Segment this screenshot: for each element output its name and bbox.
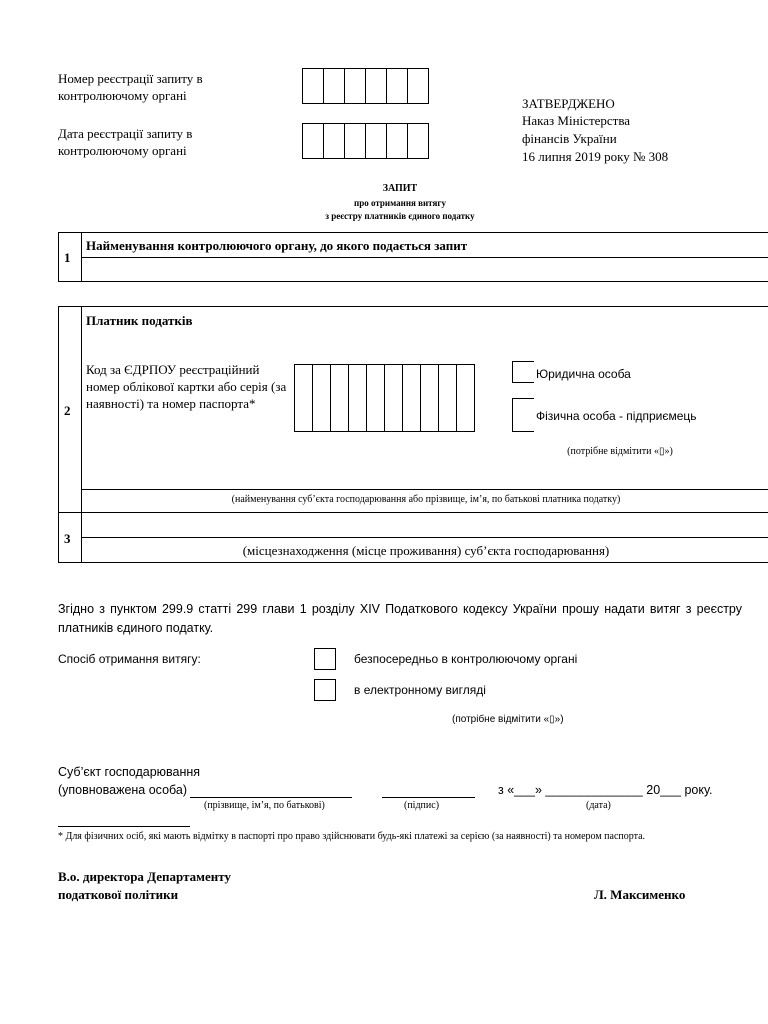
mark-note: (потрібне відмітити «▯») [567,446,673,457]
approved-title: ЗАТВЕРДЖЕНО [522,96,615,111]
legal-entity-label: Юридична особа [536,367,631,381]
registration-date-boxes[interactable] [302,123,428,159]
signature-name-caption: (прізвище, ім’я, по батькові) [204,800,325,811]
taxpayer-code-boxes[interactable] [294,364,474,432]
control-authority-field[interactable] [82,258,768,281]
electronic-label: в електронному вигляді [354,683,486,697]
section1-title: Найменування контролюючого органу, до якого подається запит [86,238,468,253]
legal-entity-checkbox[interactable] [512,361,534,383]
in-person-label: безпосередньо в контролюючому органі [354,652,578,666]
footnote: * Для фізичних осіб, які мають відмітку в паспорті про право здійснювати будь-які платежі за серією (за наявності) та номером паспорта. [58,831,646,842]
electronic-checkbox[interactable] [314,679,336,701]
individual-checkbox[interactable] [512,398,534,432]
signature-line2: (уповноважена особа) [58,783,188,797]
in-person-checkbox[interactable] [314,648,336,670]
method-label: Спосіб отримання витягу: [58,652,201,666]
signature-date-caption: (дата) [586,800,611,811]
signature-name-line[interactable] [190,797,352,798]
request-text: Згідно з пунктом 299.9 статті 299 глави 1 розділу XIV Податкового кодексу України прошу надати витяг з реєстру платників єдиного податку. [58,602,742,635]
approved-line3: 16 липня 2019 року № 308 [522,149,669,164]
footer-position-line2: податкової політики [58,887,179,902]
registration-number-label: Номер реєстрації запиту в контролюючому органі [58,71,203,103]
footer-signatory-name: Л. Максименко [594,887,686,902]
signature-sign-line[interactable] [382,797,475,798]
registration-date-label: Дата реєстрації запиту в контролюючому органі [58,126,193,158]
section3-number: 3 [64,531,71,546]
section1-number: 1 [64,250,71,265]
location-field[interactable] [82,513,768,536]
heading-sub1: про отримання витягу [354,198,446,208]
code-label: Код за ЄДРПОУ реєстраційний номер облікової картки або серія (за наявності) та номер паспорта* [86,362,287,411]
signature-sign-caption: (підпис) [404,800,440,811]
heading-sub2: з реєстру платників єдиного податку [325,211,475,221]
method-mark-note: (потрібне відмітити «▯») [452,714,564,725]
signature-line1: Суб’єкт господарювання [58,765,201,779]
footnote-rule [58,826,190,827]
section2-title: Платник податків [86,313,193,328]
individual-label: Фізична особа - підприємець [536,409,697,423]
location-caption: (місцезнаходження (місце проживання) суб’єкта господарювання) [242,543,610,558]
name-caption: (найменування суб’єкта господарювання або прізвище, ім’я, по батькові платника податку) [231,494,621,505]
footer-position-line1: В.о. директора Департаменту [58,869,231,884]
registration-number-boxes[interactable] [302,68,428,104]
approved-line2: фінансів України [522,131,617,146]
section2-number: 2 [64,403,71,418]
approved-line1: Наказ Міністерства [522,113,631,128]
heading-title: ЗАПИТ [382,183,418,194]
signature-date-line: з «___» ______________ 20___ року. [498,783,713,797]
